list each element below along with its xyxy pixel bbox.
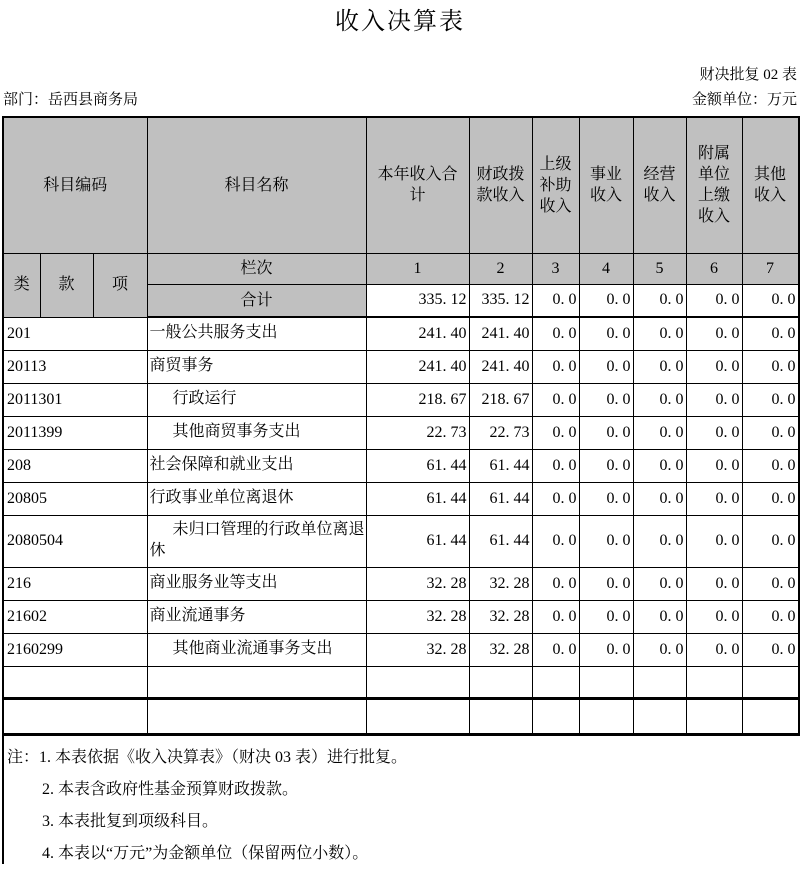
value-cell: 0. 0 bbox=[579, 449, 633, 482]
header-subject-code: 科目编码 bbox=[3, 117, 147, 253]
income-table bbox=[2, 116, 800, 736]
department-label: 部门：岳西县商务局 bbox=[3, 92, 139, 108]
unit-label: 金额单位：万元 bbox=[691, 92, 797, 108]
table-row bbox=[3, 482, 799, 515]
name-cell: 商业流通事务 bbox=[147, 600, 366, 633]
value-cell: 0. 0 bbox=[686, 416, 742, 449]
value-cell: 0. 0 bbox=[633, 449, 686, 482]
value-cell: 0. 0 bbox=[532, 383, 579, 416]
value-cell: 0. 0 bbox=[633, 284, 686, 317]
header-undertaking-income: 事业收入 bbox=[579, 117, 633, 253]
code-cell: 2080504 bbox=[3, 515, 147, 567]
value-cell: 0. 0 bbox=[633, 600, 686, 633]
value-cell bbox=[532, 666, 579, 698]
value-cell: 335. 12 bbox=[469, 284, 532, 317]
name-cell: 未归口管理的行政单位离退休 bbox=[147, 515, 366, 567]
header-kuan: 款 bbox=[40, 253, 93, 317]
code-cell: 20805 bbox=[3, 482, 147, 515]
value-cell: 0. 0 bbox=[742, 317, 799, 350]
value-cell: 32. 28 bbox=[469, 567, 532, 600]
value-cell: 0. 0 bbox=[686, 600, 742, 633]
value-cell: 0. 0 bbox=[633, 482, 686, 515]
value-cell bbox=[742, 666, 799, 698]
value-cell: 0. 0 bbox=[742, 482, 799, 515]
value-cell: 335. 12 bbox=[366, 284, 469, 317]
note-line: 3. 本表批复到项级科目。 bbox=[42, 812, 219, 830]
name-cell: 商业服务业等支出 bbox=[147, 567, 366, 600]
value-cell: 0. 0 bbox=[579, 567, 633, 600]
value-cell: 0. 0 bbox=[633, 383, 686, 416]
note-line bbox=[4, 742, 800, 774]
value-cell: 0. 0 bbox=[742, 633, 799, 666]
value-cell: 241. 40 bbox=[366, 317, 469, 350]
value-cell: 61. 44 bbox=[469, 515, 532, 567]
meta-row bbox=[0, 91, 800, 110]
value-cell: 0. 0 bbox=[686, 633, 742, 666]
code-cell: 201 bbox=[3, 317, 147, 350]
value-cell bbox=[366, 666, 469, 698]
name-cell: 其他商贸事务支出 bbox=[147, 416, 366, 449]
table-row bbox=[3, 383, 799, 416]
value-cell: 0. 0 bbox=[532, 567, 579, 600]
value-cell: 0. 0 bbox=[633, 317, 686, 350]
value-cell: 0. 0 bbox=[579, 317, 633, 350]
value-cell: 0. 0 bbox=[532, 350, 579, 383]
table-row bbox=[3, 350, 799, 383]
value-cell: 0. 0 bbox=[532, 482, 579, 515]
code-cell bbox=[3, 698, 147, 734]
header-operating-income: 经营收入 bbox=[633, 117, 686, 253]
value-cell: 0. 0 bbox=[742, 567, 799, 600]
value-cell: 0. 0 bbox=[579, 416, 633, 449]
header-lanci: 栏次 bbox=[147, 253, 366, 284]
header-subject-name: 科目名称 bbox=[147, 117, 366, 253]
name-cell: 商贸事务 bbox=[147, 350, 366, 383]
name-cell: 一般公共服务支出 bbox=[147, 317, 366, 350]
value-cell: 0. 0 bbox=[633, 416, 686, 449]
value-cell: 0. 0 bbox=[579, 350, 633, 383]
value-cell bbox=[366, 698, 469, 734]
value-cell bbox=[686, 666, 742, 698]
value-cell: 0. 0 bbox=[742, 600, 799, 633]
value-cell: 0. 0 bbox=[686, 449, 742, 482]
value-cell: 0. 0 bbox=[579, 284, 633, 317]
value-cell: 0. 0 bbox=[579, 600, 633, 633]
name-cell: 行政运行 bbox=[147, 383, 366, 416]
header-fiscal-allocation-income: 财政拨款收入 bbox=[469, 117, 532, 253]
value-cell: 32. 28 bbox=[366, 633, 469, 666]
value-cell: 0. 0 bbox=[686, 482, 742, 515]
value-cell: 22. 73 bbox=[366, 416, 469, 449]
header-total-income: 本年收入合计 bbox=[366, 117, 469, 253]
notes-section bbox=[2, 736, 800, 864]
value-cell: 0. 0 bbox=[532, 600, 579, 633]
header-superior-subsidy-income: 上级补助收入 bbox=[532, 117, 579, 253]
value-cell: 0. 0 bbox=[579, 383, 633, 416]
name-cell bbox=[147, 698, 366, 734]
value-cell: 0. 0 bbox=[633, 633, 686, 666]
value-cell: 0. 0 bbox=[686, 317, 742, 350]
value-cell: 241. 40 bbox=[469, 350, 532, 383]
value-cell bbox=[686, 698, 742, 734]
table-row bbox=[3, 416, 799, 449]
value-cell: 0. 0 bbox=[532, 416, 579, 449]
value-cell: 61. 44 bbox=[366, 515, 469, 567]
value-cell: 61. 44 bbox=[366, 449, 469, 482]
value-cell: 22. 73 bbox=[469, 416, 532, 449]
value-cell: 32. 28 bbox=[469, 633, 532, 666]
name-cell bbox=[147, 666, 366, 698]
value-cell: 0. 0 bbox=[532, 633, 579, 666]
table-row bbox=[3, 449, 799, 482]
value-cell: 32. 28 bbox=[366, 600, 469, 633]
value-cell: 0. 0 bbox=[633, 567, 686, 600]
note-prefix: 注： bbox=[7, 748, 40, 766]
value-cell bbox=[633, 698, 686, 734]
note-text: 1. 本表依据《收入决算表》（财决 03 表）进行批复。 bbox=[39, 748, 408, 766]
header-lei: 类 bbox=[3, 253, 40, 317]
value-cell: 218. 67 bbox=[366, 383, 469, 416]
code-cell: 2011301 bbox=[3, 383, 147, 416]
form-number-label: 财决批复 02 表 bbox=[699, 67, 797, 83]
value-cell: 0. 0 bbox=[686, 383, 742, 416]
name-cell: 其他商业流通事务支出 bbox=[147, 633, 366, 666]
header-xiang: 项 bbox=[93, 253, 147, 317]
value-cell bbox=[469, 698, 532, 734]
note-line: 2. 本表含政府性基金预算财政拨款。 bbox=[42, 780, 299, 798]
header-other-income: 其他收入 bbox=[742, 117, 799, 253]
value-cell: 32. 28 bbox=[469, 600, 532, 633]
value-cell: 241. 40 bbox=[469, 317, 532, 350]
table-row bbox=[3, 633, 799, 666]
value-cell: 0. 0 bbox=[633, 515, 686, 567]
code-cell bbox=[3, 666, 147, 698]
column-number: 4 bbox=[579, 253, 633, 284]
code-cell: 216 bbox=[3, 567, 147, 600]
value-cell: 0. 0 bbox=[686, 284, 742, 317]
value-cell: 0. 0 bbox=[633, 350, 686, 383]
column-number: 2 bbox=[469, 253, 532, 284]
table-row bbox=[3, 600, 799, 633]
value-cell: 0. 0 bbox=[742, 383, 799, 416]
column-number: 6 bbox=[686, 253, 742, 284]
header-affiliated-remit-income: 附属单位上缴收入 bbox=[686, 117, 742, 253]
page-title: 收入决算表 bbox=[335, 9, 465, 35]
value-cell: 61. 44 bbox=[366, 482, 469, 515]
column-number: 3 bbox=[532, 253, 579, 284]
value-cell: 61. 44 bbox=[469, 449, 532, 482]
value-cell bbox=[579, 666, 633, 698]
value-cell: 0. 0 bbox=[686, 350, 742, 383]
value-cell bbox=[469, 666, 532, 698]
empty-row bbox=[3, 666, 799, 698]
code-cell: 20113 bbox=[3, 350, 147, 383]
name-cell: 社会保障和就业支出 bbox=[147, 449, 366, 482]
value-cell: 0. 0 bbox=[532, 317, 579, 350]
empty-row bbox=[3, 698, 799, 734]
value-cell: 218. 67 bbox=[469, 383, 532, 416]
value-cell: 0. 0 bbox=[579, 482, 633, 515]
value-cell: 0. 0 bbox=[742, 284, 799, 317]
value-cell: 0. 0 bbox=[742, 416, 799, 449]
code-cell: 2160299 bbox=[3, 633, 147, 666]
value-cell bbox=[579, 698, 633, 734]
value-cell: 0. 0 bbox=[686, 567, 742, 600]
value-cell: 0. 0 bbox=[532, 449, 579, 482]
value-cell: 0. 0 bbox=[742, 515, 799, 567]
code-cell: 208 bbox=[3, 449, 147, 482]
column-number: 1 bbox=[366, 253, 469, 284]
value-cell: 0. 0 bbox=[532, 284, 579, 317]
table-row bbox=[3, 567, 799, 600]
value-cell: 241. 40 bbox=[366, 350, 469, 383]
value-cell: 61. 44 bbox=[469, 482, 532, 515]
value-cell: 0. 0 bbox=[532, 515, 579, 567]
value-cell bbox=[532, 698, 579, 734]
table-row bbox=[3, 317, 799, 350]
table-row bbox=[3, 515, 799, 567]
note-line: 4. 本表以“万元”为金额单位（保留两位小数）。 bbox=[42, 844, 369, 862]
column-index-row bbox=[3, 253, 799, 284]
value-cell: 0. 0 bbox=[686, 515, 742, 567]
total-label: 合计 bbox=[147, 284, 366, 317]
column-number: 7 bbox=[742, 253, 799, 284]
value-cell bbox=[633, 666, 686, 698]
column-number: 5 bbox=[633, 253, 686, 284]
value-cell: 0. 0 bbox=[579, 515, 633, 567]
value-cell: 0. 0 bbox=[742, 350, 799, 383]
value-cell bbox=[742, 698, 799, 734]
value-cell: 0. 0 bbox=[742, 449, 799, 482]
name-cell: 行政事业单位离退休 bbox=[147, 482, 366, 515]
value-cell: 0. 0 bbox=[579, 633, 633, 666]
code-cell: 21602 bbox=[3, 600, 147, 633]
table-header-row bbox=[3, 117, 799, 253]
value-cell: 32. 28 bbox=[366, 567, 469, 600]
code-cell: 2011399 bbox=[3, 416, 147, 449]
